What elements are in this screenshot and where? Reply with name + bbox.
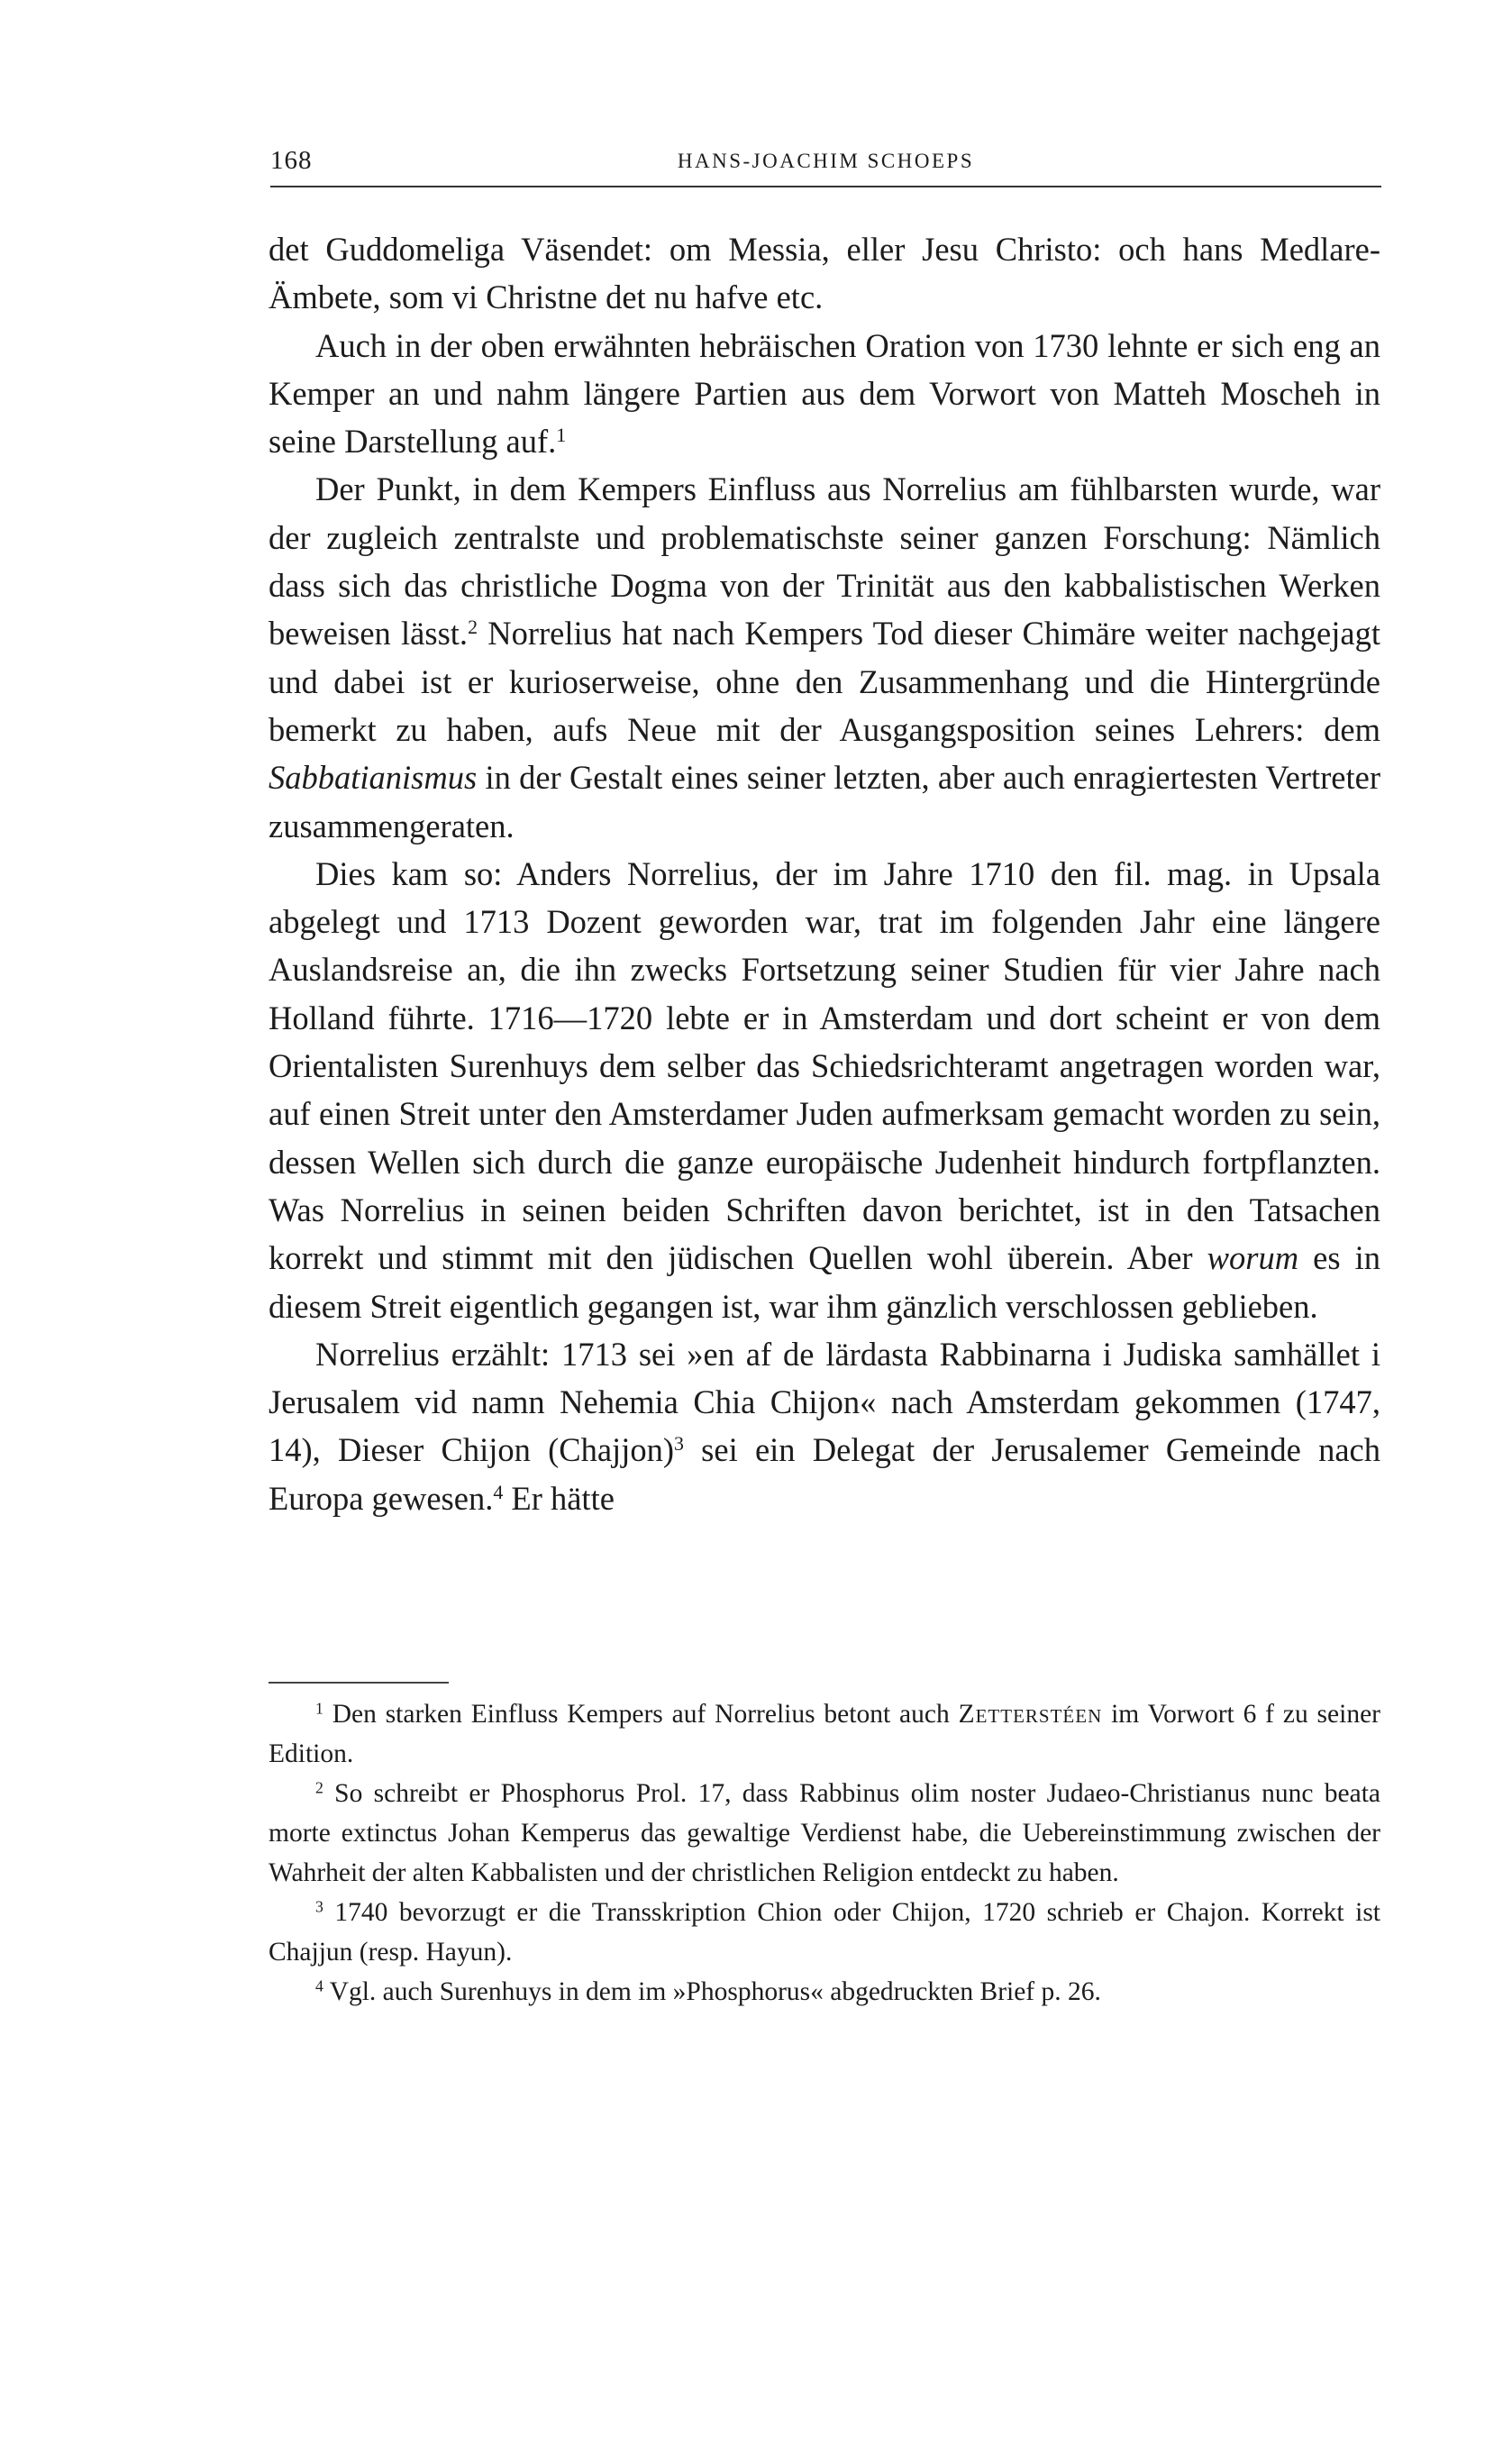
footnote-reference: 1 (556, 424, 567, 447)
text-run: es in diesem Streit eigentlich gegangen ist, war ihm gänzlich verschlossen geblieben. (269, 1239, 1381, 1325)
text-run: im Vorwort 6 f zu seiner Edition. (269, 1700, 1380, 1768)
footnote-reference: 2 (468, 616, 478, 639)
footnote-reference: 3 (315, 1897, 323, 1916)
text-run: Der Punkt, in dem Kempers Einfluss aus Norrelius am fühlbarsten wurde, war der zugleich zentralste und problematischste seiner ganzen Forschung: Nämlich dass sich das christliche Dogma von der Trinität aus den kabbalistischen Werken beweisen lässt. (269, 470, 1380, 653)
running-head (270, 142, 1381, 186)
running-title: HANS-JOACHIM SCHOEPS (677, 150, 975, 172)
text-run: Den starken Einfluss Kempers auf Norrelius betont auch (323, 1700, 959, 1729)
footnote-reference: 3 (674, 1432, 684, 1456)
author-name: Zetterstéen (958, 1700, 1103, 1729)
body-paragraph (269, 225, 1380, 322)
footnote (269, 1972, 1380, 2012)
text-run: det Guddomeliga Väsendet: om Messia, eller Jesu Christo: och hans Medlare-Ämbete, som vi Christne det nu hafve etc. (269, 231, 1380, 316)
footnote-separator (269, 1682, 449, 1684)
footnote (269, 1893, 1380, 1972)
footnote (269, 1774, 1380, 1893)
body-paragraph (269, 1330, 1380, 1522)
text-run: So schreibt er Phosphorus Prol. 17, dass Rabbinus olim noster Judaeo-Christianus nunc beata morte extinctus Johan Kemperus das gewaltige Verdienst habe, die Uebereinstimmung zwischen der Wahrheit der alten Kabbalisten und der christlichen Religion entdeckt zu haben. (269, 1779, 1380, 1887)
text-run: in der Gestalt eines seiner letzten, aber auch enragiertesten Vertreter zusammengeraten. (269, 759, 1380, 844)
footnote-reference: 4 (315, 1976, 323, 1995)
footnotes (269, 1694, 1380, 2012)
body-paragraph (269, 322, 1380, 466)
body-paragraph (269, 465, 1380, 849)
text-run: 1740 bevorzugt er die Transskription Chion oder Chijon, 1720 schrieb er Chajon. Korrekt ist Chajjun (resp. Hayun). (269, 1898, 1380, 1967)
footnote-reference: 1 (315, 1699, 323, 1718)
page-number: 168 (270, 146, 313, 175)
text-run: Auch in der oben erwähnten hebräischen Oration von 1730 lehnte er sich eng an Kemper an und nahm längere Partien aus dem Vorwort von Matteh Moscheh in seine Darstellung auf. (269, 326, 1380, 461)
footnote (269, 1694, 1380, 1774)
text-run: Dies kam so: Anders Norrelius, der im Jahre 1710 den fil. mag. in Upsala abgelegt und 1713 Dozent geworden war, trat im folgenden Jahr eine längere Auslandsreise an, die ihn zwecks Fortsetzung seiner Studien für vier Jahre nach Holland führte. 1716—1720 lebte er in Amsterdam und dort scheint er von dem Orientalisten Surenhuys dem selber das Schiedsrichteramt angetragen worden war, auf einen Streit unter den Amsterdamer Juden aufmerksam gemacht worden zu sein, dessen Wellen sich durch die ganze europäische Judenheit hindurch fortpflanzten. Was Norrelius in seinen beiden Schriften davon berichtet, ist in den Tatsachen korrekt und stimmt mit den jüdischen Quellen wohl überein. Aber (269, 854, 1380, 1277)
emphasis-text: Sabbatianismus (269, 759, 478, 797)
text-run: Vgl. auch Surenhuys in dem im »Phosphorus« abgedruckten Brief p. 26. (323, 1977, 1101, 2006)
text-run: sei ein Delegat der Jerusalemer Gemeinde nach Europa gewesen. (269, 1431, 1380, 1517)
body-paragraph (269, 850, 1380, 1330)
text-run: Er hätte (503, 1479, 615, 1517)
header-rule (270, 186, 1381, 187)
footnote-reference: 2 (315, 1778, 323, 1797)
text-run: Norrelius erzählt: 1713 sei »en af de lärdasta Rabbinarna i Judiska samhället i Jerusalem vid namn Nehemia Chia Chijon« nach Amsterdam gekommen (1747, 14), Dieser Chijon (Chajjon) (269, 1335, 1380, 1469)
footnote-reference: 4 (493, 1480, 504, 1503)
text-run: Norrelius hat nach Kempers Tod dieser Chimäre weiter nachgejagt und dabei ist er kurioserweise, ohne den Zusammenhang und die Hintergründe bemerkt zu haben, aufs Neue mit der Ausgangsposition seines Lehrers: dem (269, 615, 1380, 748)
body-text (269, 225, 1380, 1522)
emphasis-text: worum (1207, 1239, 1299, 1277)
